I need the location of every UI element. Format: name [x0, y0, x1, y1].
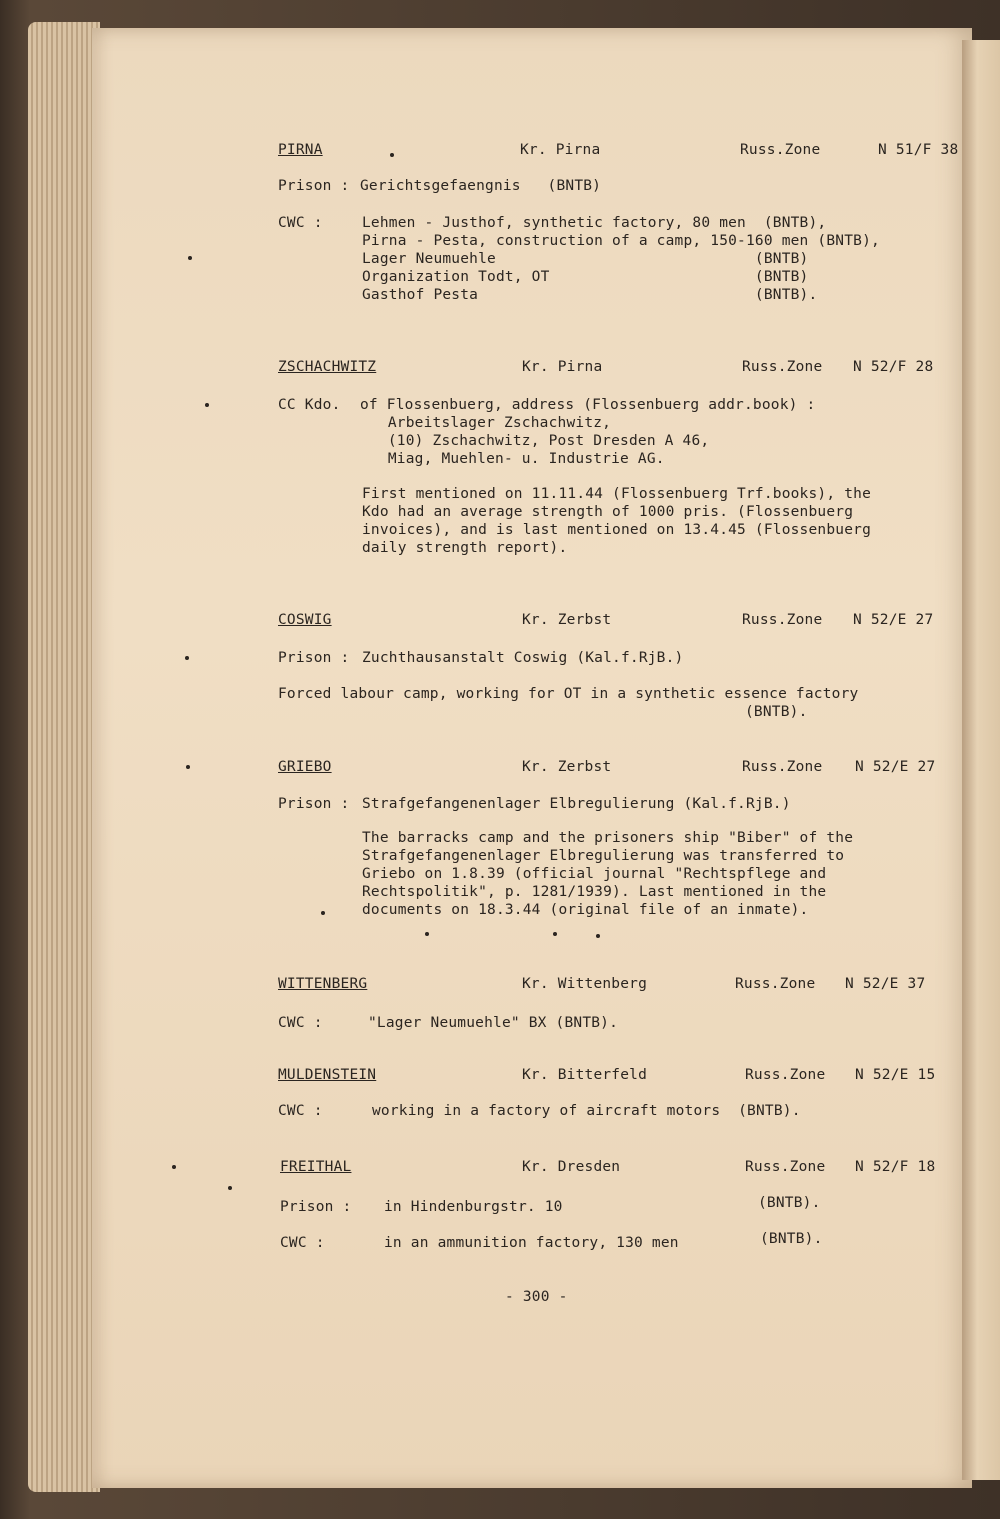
entry-name: FREITHAL [280, 1159, 352, 1175]
ink-dot [321, 911, 325, 915]
entry-zone: Russ.Zone [740, 142, 821, 158]
entry-zone: Russ.Zone [745, 1159, 826, 1175]
entry-name: GRIEBO [278, 759, 332, 775]
line-text: Zuchthausanstalt Coswig (Kal.f.RjB.) [362, 650, 684, 666]
line-text: Arbeitslager Zschachwitz, [370, 415, 612, 431]
ink-dot [205, 403, 209, 407]
line-text: (BNTB). [758, 1195, 821, 1211]
ink-dot [186, 765, 190, 769]
entry-kreis: Kr. Pirna [522, 359, 603, 375]
next-page-edge [962, 40, 1000, 1480]
ink-dot [188, 256, 192, 260]
entry-grid: N 52/F 28 [853, 359, 934, 375]
entry-name: MULDENSTEIN [278, 1067, 377, 1083]
ink-dot [553, 932, 557, 936]
entry-zone: Russ.Zone [742, 359, 823, 375]
line-text: Gerichtsgefaengnis (BNTB) [360, 178, 602, 194]
line-label: CWC : [278, 215, 323, 231]
line-text: documents on 18.3.44 (original file of an inmate). [362, 902, 809, 918]
entry-grid: N 52/F 18 [855, 1159, 936, 1175]
line-text: of Flossenbuerg, address (Flossenbuerg addr.book) : [360, 397, 816, 413]
ink-dot [425, 932, 429, 936]
line-text: in Hindenburgstr. 10 [384, 1199, 563, 1215]
line-text: Organization Todt, OT (BNTB) [362, 269, 809, 285]
entry-zone: Russ.Zone [745, 1067, 826, 1083]
line-text: Miag, Muehlen- u. Industrie AG. [370, 451, 665, 467]
page-number: - 300 - [505, 1289, 568, 1305]
line-text: Lehmen - Justhof, synthetic factory, 80 men (BNTB), [362, 215, 827, 231]
entry-kreis: Kr. Dresden [522, 1159, 621, 1175]
line-label: CWC : [278, 1015, 323, 1031]
line-text: Kdo had an average strength of 1000 pris. (Flossenbuerg [362, 504, 854, 520]
entry-kreis: Kr. Pirna [520, 142, 601, 158]
entry-name: COSWIG [278, 612, 332, 628]
line-text: Rechtspolitik", p. 1281/1939). Last mentioned in the [362, 884, 827, 900]
line-text: Lager Neumuehle (BNTB) [362, 251, 809, 267]
entry-zone: Russ.Zone [742, 759, 823, 775]
ink-dot [185, 656, 189, 660]
line-text: Strafgefangenenlager Elbregulierung was transferred to [362, 848, 845, 864]
line-text: "Lager Neumuehle" BX (BNTB). [368, 1015, 619, 1031]
line-text: Griebo on 1.8.39 (official journal "Rechtspflege and [362, 866, 827, 882]
line-label: Prison : [278, 650, 350, 666]
entry-kreis: Kr. Wittenberg [522, 976, 648, 992]
entry-kreis: Kr. Zerbst [522, 612, 612, 628]
line-text: First mentioned on 11.11.44 (Flossenbuerg Trf.books), the [362, 486, 871, 502]
entry-name: WITTENBERG [278, 976, 368, 992]
line-text: (10) Zschachwitz, Post Dresden A 46, [370, 433, 710, 449]
line-label: Prison : [278, 796, 350, 812]
entry-kreis: Kr. Zerbst [522, 759, 612, 775]
ink-dot [228, 1186, 232, 1190]
line-text: daily strength report). [362, 540, 568, 556]
entry-grid: N 52/E 27 [855, 759, 936, 775]
line-text: Forced labour camp, working for OT in a synthetic essence factory [278, 686, 859, 702]
line-text: Gasthof Pesta (BNTB). [362, 287, 818, 303]
entry-grid: N 51/F 38 [878, 142, 959, 158]
ink-dot [596, 934, 600, 938]
entry-name: PIRNA [278, 142, 323, 158]
page-edges [28, 22, 100, 1492]
line-text: Pirna - Pesta, construction of a camp, 150-160 men (BNTB), [362, 233, 880, 249]
entry-grid: N 52/E 37 [845, 976, 926, 992]
entry-grid: N 52/E 15 [855, 1067, 936, 1083]
line-text: (BNTB). [745, 704, 808, 720]
line-text: Strafgefangenenlager Elbregulierung (Kal.f.RjB.) [362, 796, 791, 812]
line-label: CWC : [278, 1103, 323, 1119]
line-text: invoices), and is last mentioned on 13.4.45 (Flossenbuerg [362, 522, 871, 538]
entry-kreis: Kr. Bitterfeld [522, 1067, 648, 1083]
entry-zone: Russ.Zone [735, 976, 816, 992]
line-label: CWC : [280, 1235, 325, 1251]
line-label: Prison : [280, 1199, 352, 1215]
line-text: working in a factory of aircraft motors (BNTB). [372, 1103, 801, 1119]
entry-zone: Russ.Zone [742, 612, 823, 628]
line-text: (BNTB). [760, 1231, 823, 1247]
line-label: Prison : [278, 178, 350, 194]
ink-dot [172, 1165, 176, 1169]
line-text: in an ammunition factory, 130 men [384, 1235, 679, 1251]
entry-name: ZSCHACHWITZ [278, 359, 377, 375]
line-text: The barracks camp and the prisoners ship "Biber" of the [362, 830, 854, 846]
line-label: CC Kdo. [278, 397, 341, 413]
entry-grid: N 52/E 27 [853, 612, 934, 628]
ink-dot [390, 153, 394, 157]
